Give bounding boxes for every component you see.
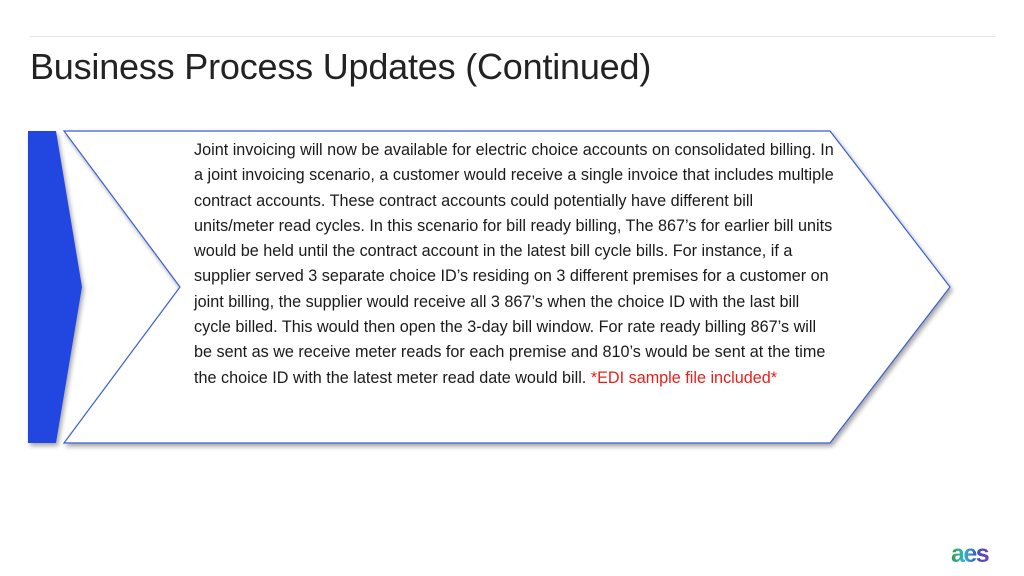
aes-logo-text: aes [951,540,989,568]
body-paragraph: Joint invoicing will now be available for electric choice accounts on consolidated billing. In a joint invoicing scenario, a customer would receive a single invoice that includes multiple contract accounts. These contract accounts could potentially have different bill units/meter read cycles. In this scenario for bill ready billing, The 867’s for earlier bill units would be held until the contract account in the latest bill cycle bills. For instance, if a supplier served 3 separate choice ID’s residing on 3 different premises for a customer on joint billing, the supplier would receive all 3 867’s when the choice ID with the last bill cycle billed. This would then open the 3-day bill window. For rate ready billing 867’s will be sent as we receive meter reads for each premise and 810’s would be sent at the time the choice ID with the latest meter read date would bill. [194,141,834,387]
edi-note: *EDI sample file included* [590,368,778,387]
arrow-body-text [194,138,834,391]
aes-logo [951,540,1001,568]
slide-title: Business Process Updates (Continued) [30,46,652,87]
blue-chevron-shape [28,131,82,443]
